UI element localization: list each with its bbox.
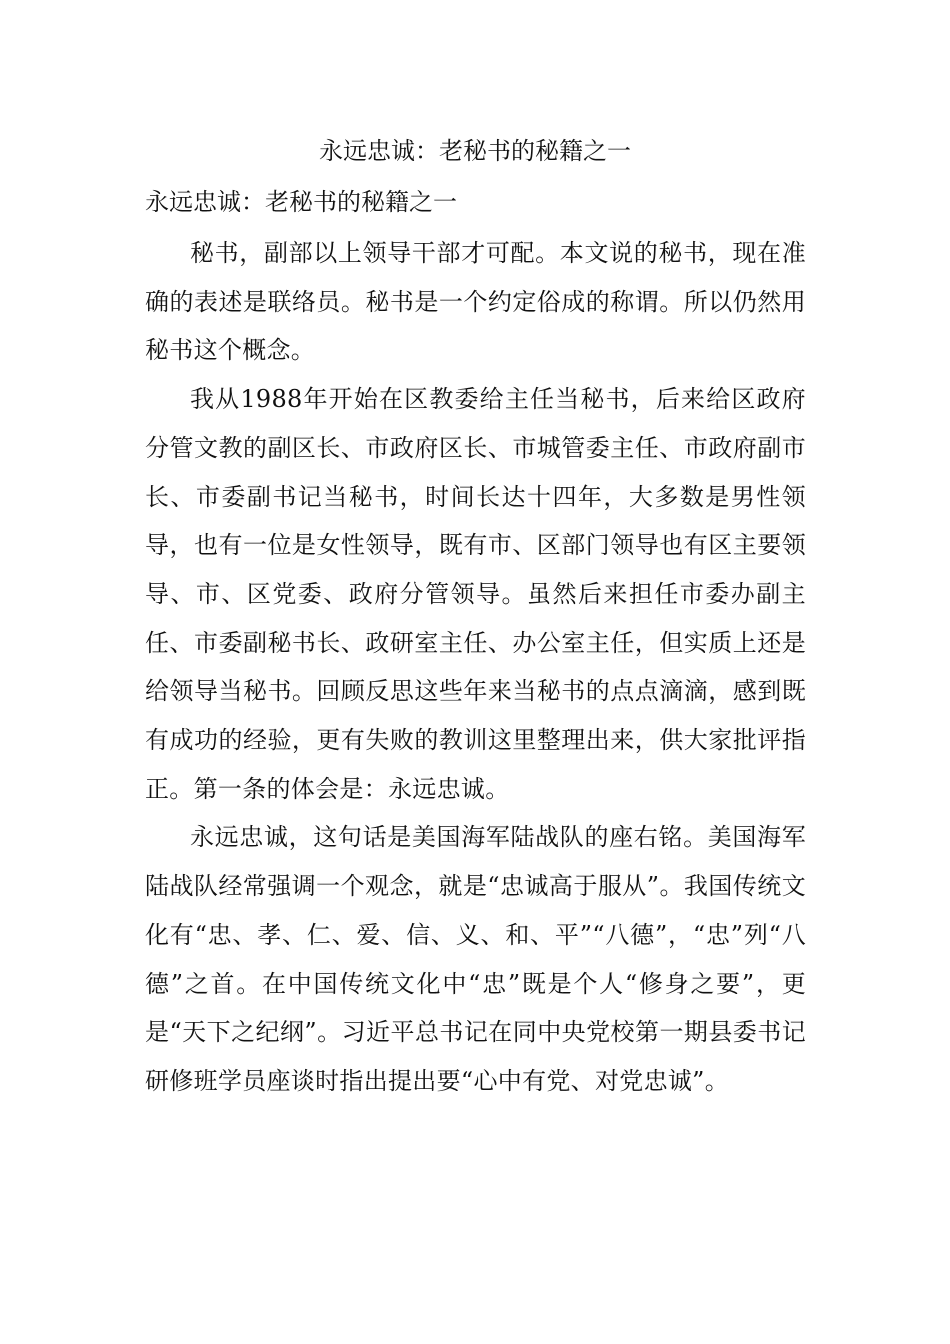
paragraph-loyalty: 永远忠诚，这句话是美国海军陆战队的座右铭。美国海军陆战队经常强调一个观念，就是“忠诚高于服从”。我国传统文化有“忠、孝、仁、爱、信、义、和、平”“八德”，“忠”列“八德”之首。在中国传统文化中“忠”既是个人“修身之要”，更是“天下之纪纲”。习近平总书记在同中央党校第一期县委书记研修班学员座谈时指出提出要“心中有党、对党忠诚”。: [145, 823, 806, 1095]
paragraph-experience: 我从1988年开始在区教委给主任当秘书，后来给区政府分管文教的副区长、市政府区长、市城管委主任、市政府副市长、市委副书记当秘书，时间长达十四年，大多数是男性领导，也有一位是女性领导，既有市、区部门领导也有区主要领导、市、区党委、政府分管领导。虽然后来担任市委办副主任、市委副秘书长、政研室主任、办公室主任，但实质上还是给领导当秘书。回顾反思这些年来当秘书的点点滴滴，感到既有成功的经验，更有失败的教训这里整理出来，供大家批评指正。第一条的体会是：永远忠诚。: [145, 385, 806, 803]
document-subtitle: 永远忠诚：老秘书的秘籍之一: [145, 188, 457, 216]
document-title: 永远忠诚：老秘书的秘籍之一: [319, 137, 631, 165]
paragraph-intro: 秘书，副部以上领导干部才可配。本文说的秘书，现在准确的表述是联络员。秘书是一个约定俗成的称谓。所以仍然用秘书这个概念。: [145, 239, 806, 365]
document-body: [145, 229, 806, 1106]
